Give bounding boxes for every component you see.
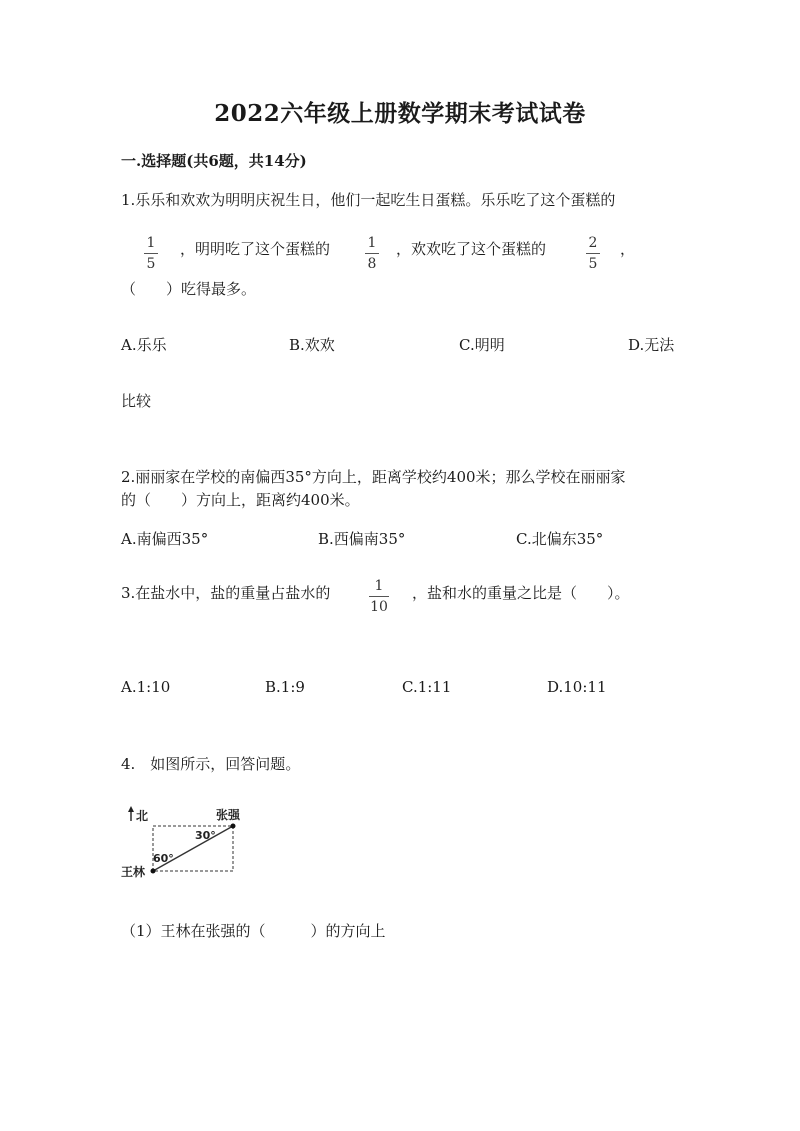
q3-option-a[interactable]: A.1:10 — [121, 678, 171, 696]
q4-sub-question-1: （1）王林在张强的（ ）的方向上 — [121, 922, 386, 940]
q1-option-a[interactable]: A.乐乐 — [121, 336, 167, 354]
q1-option-b[interactable]: B.欢欢 — [289, 336, 335, 354]
q2-text-line2: 的（ ）方向上，距离约400米。 — [121, 491, 360, 509]
q1-text-seg1: ，明明吃了这个蛋糕的 — [180, 240, 331, 258]
fraction-bar — [144, 253, 158, 254]
q1-option-d[interactable]: D.无法 — [628, 336, 675, 354]
fraction-bar — [369, 596, 389, 597]
q1-option-c[interactable]: C.明明 — [459, 336, 505, 354]
q3-option-c[interactable]: C.1:11 — [402, 678, 452, 696]
q1-text-seg2: ，欢欢吃了这个蛋糕的 — [396, 240, 547, 258]
q1-fraction-3-denominator: 5 — [588, 256, 598, 272]
section-heading: 一.选择题(共6题，共14分) — [121, 152, 307, 170]
q3-fraction — [364, 577, 394, 616]
label-zhangqiang: 张强 — [216, 808, 241, 822]
q1-fraction-2-denominator: 8 — [367, 256, 377, 272]
q1-text-line3: （ ）吃得最多。 — [121, 280, 257, 298]
q1-fraction-1-denominator: 5 — [146, 256, 156, 272]
q3-text-seg1: 3.在盐水中，盐的重量占盐水的 — [121, 584, 331, 602]
q2-option-b[interactable]: B.西偏南35° — [318, 530, 406, 548]
q1-text-seg3: ， — [620, 240, 636, 258]
fraction-bar — [365, 253, 379, 254]
q1-fraction-1 — [136, 234, 166, 273]
q3-fraction-denominator: 10 — [370, 599, 388, 615]
angle-label-30: 30° — [195, 829, 216, 842]
q2-option-a[interactable]: A.南偏西35° — [121, 530, 209, 548]
north-label: 北 — [136, 809, 149, 823]
q3-option-b[interactable]: B.1:9 — [265, 678, 305, 696]
q4-text-line1: 4. 如图所示，回答问题。 — [121, 755, 301, 773]
fraction-bar — [586, 253, 600, 254]
q1-text-line1: 1.乐乐和欢欢为明明庆祝生日，他们一起吃生日蛋糕。乐乐吃了这个蛋糕的 — [121, 191, 616, 209]
q1-fraction-3-numerator: 2 — [588, 235, 598, 251]
page-title: 2022六年级上册数学期末考试试卷 — [214, 100, 586, 127]
angle-label-60: 60° — [153, 852, 174, 865]
q2-text-line1: 2.丽丽家在学校的南偏西35°方向上，距离学校约400米；那么学校在丽丽家 — [121, 468, 626, 486]
q1-fraction-3 — [578, 234, 608, 273]
label-wanglin: 王林 — [121, 865, 146, 879]
q1-option-d-wrap[interactable]: 比较 — [121, 392, 152, 410]
q3-fraction-numerator: 1 — [374, 578, 384, 594]
direction-diagram — [121, 803, 251, 883]
point-zhangqiang — [231, 824, 236, 829]
q3-text-seg2: ，盐和水的重量之比是（ ）。 — [412, 584, 630, 602]
q1-fraction-2-numerator: 1 — [367, 235, 377, 251]
q1-fraction-1-numerator: 1 — [146, 235, 156, 251]
q1-fraction-2 — [357, 234, 387, 273]
point-wanglin — [151, 869, 156, 874]
q2-option-c[interactable]: C.北偏东35° — [516, 530, 604, 548]
north-arrow-icon — [128, 806, 134, 821]
q3-option-d[interactable]: D.10:11 — [547, 678, 607, 696]
